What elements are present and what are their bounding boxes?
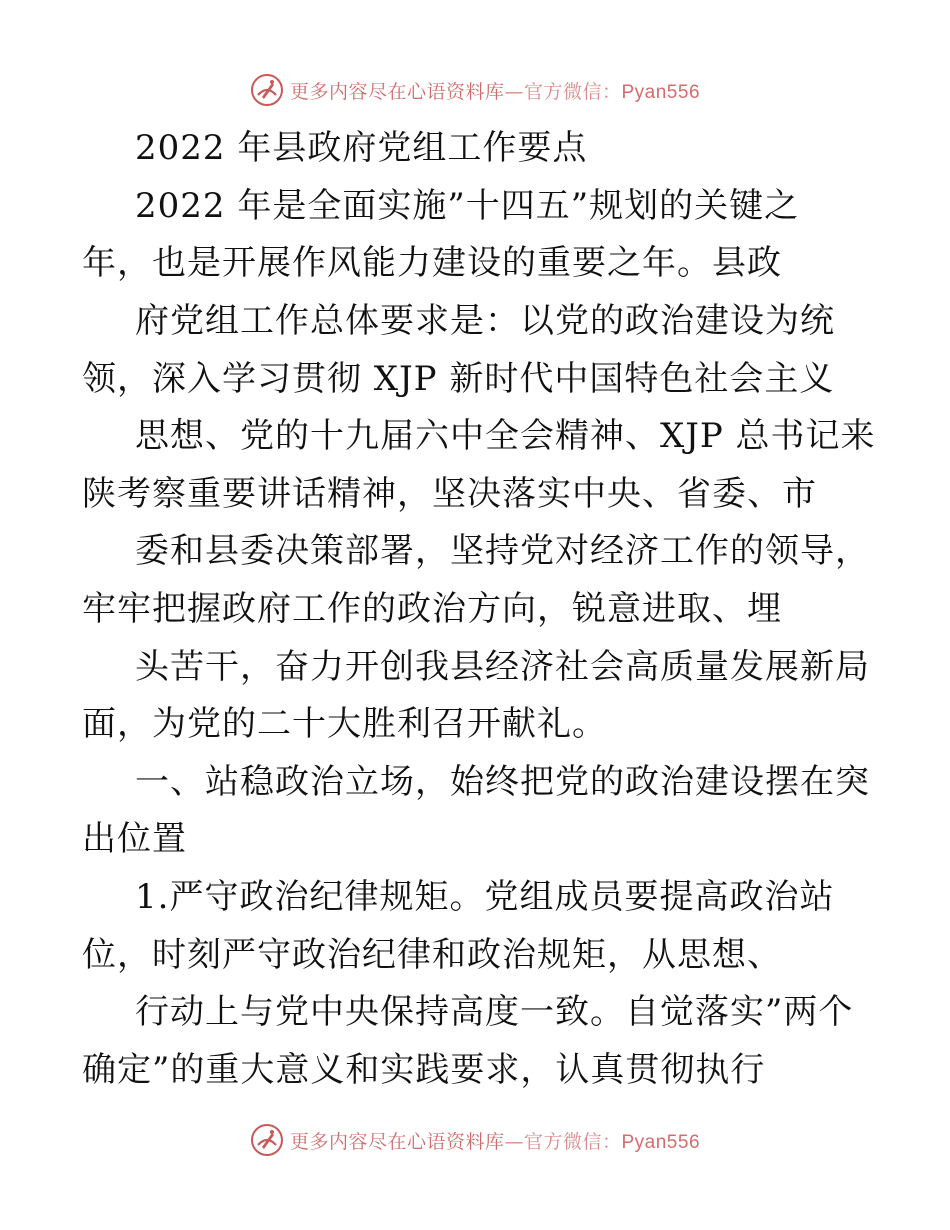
- watermark-banner-top: [0, 70, 950, 110]
- watermark-text: [290, 1127, 700, 1154]
- paragraph-line: 思想、党的十九届六中全会精神、XJP 总书记来: [135, 416, 876, 456]
- paragraph-line: 头苦干，奋力开创我县经济社会高质量发展新局: [135, 647, 870, 687]
- paragraph-line: 2022 年是全面实施”十四五”规划的关键之: [135, 186, 800, 226]
- book-pen-logo-icon: [250, 73, 284, 107]
- watermark-account: Pyan556: [621, 81, 701, 103]
- paragraph-line: 陕考察重要讲话精神，坚决落实中央、省委、市: [82, 474, 817, 514]
- paragraph-line: 行动上与党中央保持高度一致。自觉落实”两个: [135, 992, 854, 1032]
- document-title: 2022 年县政府党组工作要点: [135, 128, 588, 168]
- paragraph-line: 年，也是开展作风能力建设的重要之年。县政: [82, 243, 782, 283]
- watermark-separator: —官方微信：: [504, 1130, 622, 1153]
- paragraph-line: 委和县委决策部署，坚持党对经济工作的领导，: [135, 531, 870, 571]
- section-heading: 出位置: [82, 819, 187, 859]
- watermark-main: 更多内容尽在心语资料库: [289, 1130, 505, 1153]
- watermark-main: 更多内容尽在心语资料库: [289, 80, 505, 103]
- paragraph-line: 牢牢把握政府工作的政治方向，锐意进取、埋: [82, 589, 782, 629]
- paragraph-line: 位，时刻严守政治纪律和政治规矩，从思想、: [82, 935, 782, 975]
- watermark-separator: —官方微信：: [504, 80, 622, 103]
- watermark-account: Pyan556: [621, 1131, 701, 1153]
- paragraph-line: 确定”的重大意义和实践要求，认真贯彻执行: [82, 1050, 766, 1090]
- paragraph-line: 1.严守政治纪律规矩。党组成员要提高政治站: [135, 877, 835, 917]
- book-pen-logo-icon: [250, 1123, 284, 1157]
- paragraph-line: 领，深入学习贯彻 XJP 新时代中国特色社会主义: [82, 359, 835, 399]
- watermark-banner-bottom: [0, 1120, 950, 1160]
- paragraph-line: 府党组工作总体要求是：以党的政治建设为统: [135, 301, 835, 341]
- watermark-text: [290, 77, 700, 104]
- section-heading: 一、站稳政治立场，始终把党的政治建设摆在突: [135, 762, 870, 802]
- paragraph-line: 面，为党的二十大胜利召开献礼。: [82, 704, 607, 744]
